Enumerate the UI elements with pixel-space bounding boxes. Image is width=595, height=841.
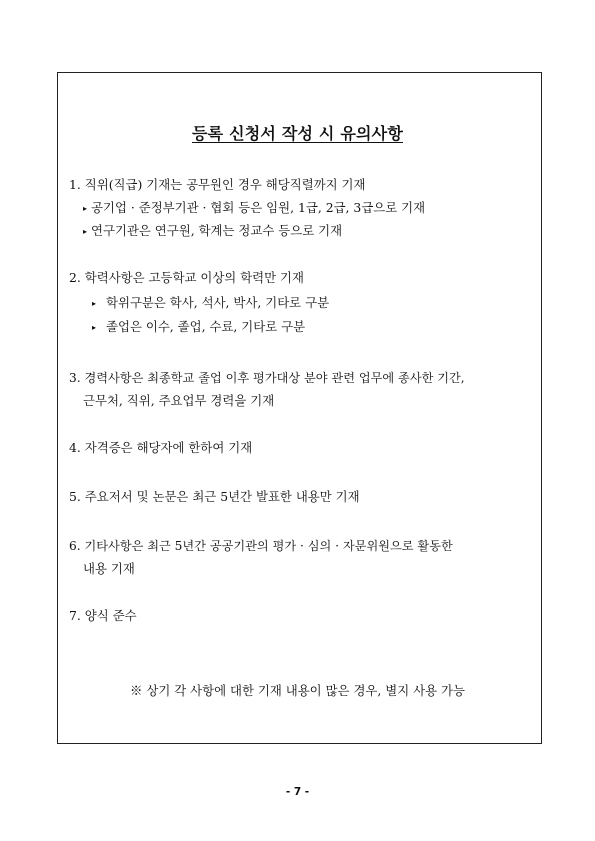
bullet-icon: ▸	[83, 227, 88, 236]
item-3-continuation: 근무처, 직위, 주요업무 경력을 기재	[83, 393, 275, 408]
item-7: 7. 양식 준수	[69, 608, 137, 623]
item-2-sub-1-text: 학위구분은 학사, 석사, 박사, 기타로 구분	[106, 295, 330, 310]
item-1-sub-2-text: 연구기관은 연구원, 학계는 정교수 등으로 기재	[91, 223, 343, 238]
bullet-icon: ▸	[92, 323, 97, 332]
page-title: 등록 신청서 작성 시 유의사항	[192, 124, 403, 143]
bullet-icon: ▸	[92, 299, 97, 308]
item-1-sub-1-text: 공기업 · 준정부기관 · 협회 등은 임원, 1급, 2급, 3급으로 기재	[91, 200, 426, 215]
item-2-sub-2	[92, 319, 305, 336]
item-2-sub-1	[92, 295, 329, 312]
item-6: 6. 기타사항은 최근 5년간 공공기관의 평가 · 심의 · 자문위원으로 활동한	[69, 539, 453, 553]
item-6-continuation: 내용 기재	[83, 561, 135, 576]
footnote: ※ 상기 각 사항에 대한 기재 내용이 많은 경우, 별지 사용 가능	[130, 683, 465, 698]
item-1-sub-2	[83, 223, 342, 240]
item-5: 5. 주요저서 및 논문은 최근 5년간 발표한 내용만 기재	[69, 489, 360, 504]
item-2: 2. 학력사항은 고등학교 이상의 학력만 기재	[69, 270, 304, 285]
item-1-sub-1	[83, 200, 425, 217]
item-1: 1. 직위(직급) 기재는 공무원인 경우 해당직렬까지 기재	[69, 177, 366, 192]
page-number: - 7 -	[285, 786, 310, 798]
item-2-sub-2-text: 졸업은 이수, 졸업, 수료, 기타로 구분	[106, 319, 306, 334]
bullet-icon: ▸	[83, 204, 88, 213]
item-3: 3. 경력사항은 최종학교 졸업 이후 평가대상 분야 관련 업무에 종사한 기간,	[69, 371, 465, 385]
item-4: 4. 자격증은 해당자에 한하여 기재	[69, 440, 253, 455]
